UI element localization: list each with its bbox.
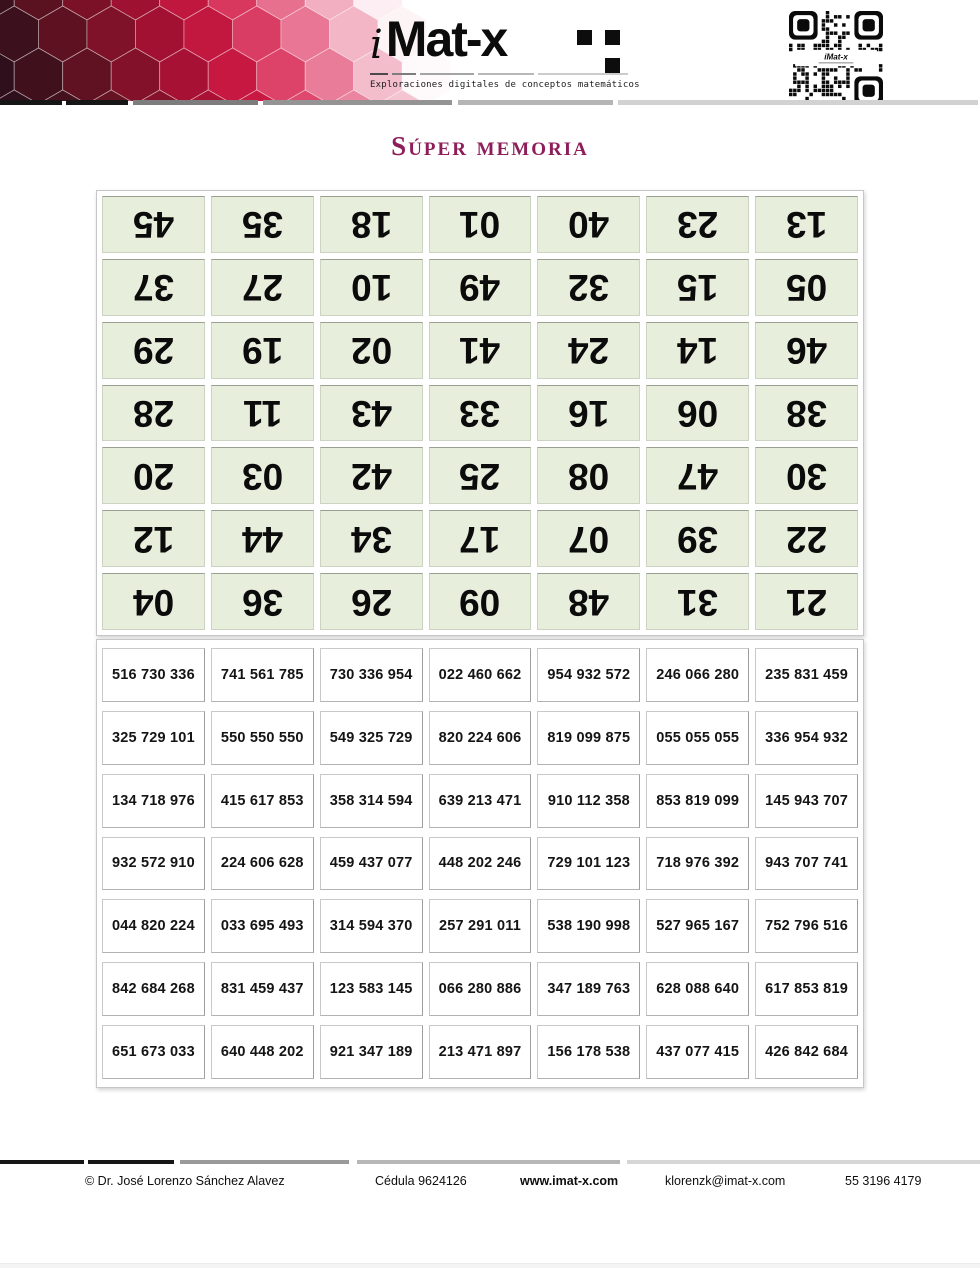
code-number-cell: 347 189 763 — [537, 962, 640, 1016]
code-number-cell: 853 819 099 — [646, 774, 749, 828]
code-number-cell: 224 606 628 — [211, 837, 314, 891]
rotated-number-cell — [211, 259, 314, 316]
code-number-cell: 718 976 392 — [646, 837, 749, 891]
code-number-cell: 921 347 189 — [320, 1025, 423, 1079]
rotated-number-cell — [211, 385, 314, 442]
logo-squares-icon — [577, 30, 621, 74]
rotated-number-cell — [646, 322, 749, 379]
code-number-cell: 325 729 101 — [102, 711, 205, 765]
code-number-cell: 257 291 011 — [429, 899, 532, 953]
page-title: Súper memoria — [391, 131, 589, 161]
rotated-number: 04 — [132, 581, 174, 623]
code-number-cell: 538 190 998 — [537, 899, 640, 953]
qr-center-label: iMat-x — [824, 52, 848, 62]
rotated-number: 44 — [241, 518, 283, 560]
code-number-cell: 213 471 897 — [429, 1025, 532, 1079]
rotated-number: 48 — [568, 581, 610, 623]
rotated-number: 01 — [459, 204, 501, 246]
rotated-number: 26 — [350, 581, 392, 623]
rotated-number-cell — [429, 322, 532, 379]
rotated-number-cell — [429, 573, 532, 630]
rotated-number: 46 — [785, 330, 828, 372]
rotated-number: 12 — [132, 518, 174, 560]
code-number-cell: 819 099 875 — [537, 711, 640, 765]
code-number-cell: 730 336 954 — [320, 648, 423, 702]
code-number-cell: 022 460 662 — [429, 648, 532, 702]
rotated-number: 23 — [677, 204, 719, 246]
rotated-number-cell — [646, 259, 749, 316]
rotated-number-cell — [211, 322, 314, 379]
rotated-number: 15 — [677, 267, 719, 309]
rotated-number: 03 — [241, 455, 283, 497]
rotated-number: 22 — [785, 518, 828, 560]
rotated-number: 41 — [459, 330, 501, 372]
rotated-number-cell — [755, 322, 858, 379]
code-number-cell: 358 314 594 — [320, 774, 423, 828]
code-numbers-grid — [96, 639, 864, 1088]
rotated-number: 43 — [350, 392, 392, 434]
rotated-number-cell — [755, 259, 858, 316]
rotated-number: 37 — [132, 267, 174, 309]
rotated-number-cell — [537, 322, 640, 379]
rotated-number-cell — [320, 447, 423, 504]
rotated-number: 38 — [785, 392, 828, 434]
rotated-number: 16 — [568, 392, 610, 434]
rotated-number-cell — [102, 385, 205, 442]
rotated-number: 20 — [132, 455, 174, 497]
code-number-cell: 639 213 471 — [429, 774, 532, 828]
footer-phone: 55 3196 4179 — [845, 1174, 922, 1188]
rotated-number: 21 — [785, 581, 828, 623]
logo-i-letter: i — [370, 22, 383, 68]
rotated-number: 33 — [459, 392, 501, 434]
rotated-number: 39 — [677, 518, 719, 560]
code-number-cell: 943 707 741 — [755, 837, 858, 891]
rotated-number-cell — [537, 510, 640, 567]
rotated-number: 07 — [568, 518, 610, 560]
rotated-number-cell — [320, 259, 423, 316]
code-number-cell: 842 684 268 — [102, 962, 205, 1016]
code-number-cell: 459 437 077 — [320, 837, 423, 891]
code-number-cell: 651 673 033 — [102, 1025, 205, 1079]
rotated-number-cell — [755, 196, 858, 253]
rotated-number-cell — [755, 385, 858, 442]
rotated-number: 08 — [568, 455, 610, 497]
rotated-number: 49 — [459, 267, 501, 309]
code-number-cell: 437 077 415 — [646, 1025, 749, 1079]
code-number-cell: 628 088 640 — [646, 962, 749, 1016]
rotated-number: 13 — [785, 204, 828, 246]
rotated-number: 30 — [785, 455, 828, 497]
rotated-number-cell — [429, 510, 532, 567]
brand-tagline: Exploraciones digitales de conceptos matemáticos — [370, 80, 640, 90]
rotated-number-cell — [537, 259, 640, 316]
rotated-number-cell — [102, 510, 205, 567]
rotated-number: 09 — [459, 581, 501, 623]
code-number-cell: 516 730 336 — [102, 648, 205, 702]
code-number-cell: 123 583 145 — [320, 962, 423, 1016]
code-number-cell: 910 112 358 — [537, 774, 640, 828]
rotated-number-cell — [102, 322, 205, 379]
code-number-cell: 617 853 819 — [755, 962, 858, 1016]
code-number-cell: 134 718 976 — [102, 774, 205, 828]
rotated-number-cell — [429, 447, 532, 504]
rotated-number: 28 — [132, 392, 174, 434]
rotated-number-cell — [537, 573, 640, 630]
rotated-number: 32 — [568, 267, 610, 309]
rotated-number-cell — [211, 573, 314, 630]
rotated-number-cell — [646, 196, 749, 253]
code-number-cell: 235 831 459 — [755, 648, 858, 702]
rotated-number-cell — [320, 196, 423, 253]
code-number-cell: 246 066 280 — [646, 648, 749, 702]
rotated-number: 29 — [132, 330, 174, 372]
code-number-cell: 549 325 729 — [320, 711, 423, 765]
rotated-number: 11 — [242, 392, 282, 434]
code-number-cell: 954 932 572 — [537, 648, 640, 702]
code-number-cell: 033 695 493 — [211, 899, 314, 953]
rotated-number-cell — [755, 573, 858, 630]
rotated-number: 24 — [568, 330, 610, 372]
rotated-number-cell — [537, 385, 640, 442]
rotated-number-cell — [211, 196, 314, 253]
code-number-cell: 729 101 123 — [537, 837, 640, 891]
code-number-cell: 550 550 550 — [211, 711, 314, 765]
rotated-number-cell — [429, 385, 532, 442]
code-number-cell: 044 820 224 — [102, 899, 205, 953]
code-number-cell: 932 572 910 — [102, 837, 205, 891]
rotated-number-cell — [429, 259, 532, 316]
footer-cedula: Cédula 9624126 — [375, 1174, 467, 1188]
code-number-cell: 831 459 437 — [211, 962, 314, 1016]
code-number-cell: 448 202 246 — [429, 837, 532, 891]
code-number-cell: 752 796 516 — [755, 899, 858, 953]
rotated-number: 17 — [459, 518, 501, 560]
footer-divider-bar — [0, 1160, 980, 1164]
rotated-number-cell — [429, 196, 532, 253]
code-number-cell: 055 055 055 — [646, 711, 749, 765]
rotated-number-cell — [102, 259, 205, 316]
rotated-numbers-grid — [96, 190, 864, 636]
header-divider-bar — [0, 100, 980, 105]
rotated-number: 10 — [350, 267, 392, 309]
rotated-number-cell — [102, 447, 205, 504]
page-bottom-edge — [0, 1263, 980, 1268]
rotated-number: 45 — [132, 204, 174, 246]
code-number-cell: 741 561 785 — [211, 648, 314, 702]
rotated-number-cell — [646, 385, 749, 442]
rotated-number: 06 — [677, 392, 719, 434]
rotated-number-cell — [537, 196, 640, 253]
rotated-number: 36 — [241, 581, 283, 623]
rotated-number-cell — [102, 196, 205, 253]
rotated-number-cell — [320, 510, 423, 567]
rotated-number-cell — [646, 510, 749, 567]
rotated-number: 05 — [785, 267, 828, 309]
footer — [0, 1174, 980, 1194]
logo-name-text: Mat-x — [385, 11, 507, 67]
rotated-number-cell — [320, 385, 423, 442]
rotated-number: 14 — [677, 330, 719, 372]
code-number-cell: 156 178 538 — [537, 1025, 640, 1079]
code-number-cell: 145 943 707 — [755, 774, 858, 828]
rotated-number-cell — [755, 447, 858, 504]
rotated-number-cell — [320, 573, 423, 630]
rotated-number: 34 — [350, 518, 392, 560]
code-number-cell: 415 617 853 — [211, 774, 314, 828]
rotated-number-cell — [102, 573, 205, 630]
qr-code — [789, 11, 883, 105]
rotated-number-cell — [755, 510, 858, 567]
rotated-number: 42 — [350, 455, 392, 497]
footer-copyright: © Dr. José Lorenzo Sánchez Alavez — [85, 1174, 285, 1188]
footer-email: klorenzk@imat-x.com — [665, 1174, 786, 1188]
code-number-cell: 066 280 886 — [429, 962, 532, 1016]
rotated-number-cell — [646, 573, 749, 630]
rotated-number: 27 — [241, 267, 283, 309]
rotated-number: 25 — [459, 455, 501, 497]
rotated-number: 19 — [241, 330, 283, 372]
rotated-number-cell — [646, 447, 749, 504]
rotated-number: 40 — [568, 204, 610, 246]
code-number-cell: 314 594 370 — [320, 899, 423, 953]
rotated-number-cell — [211, 447, 314, 504]
rotated-number: 35 — [241, 204, 283, 246]
code-number-cell: 527 965 167 — [646, 899, 749, 953]
rotated-number: 47 — [677, 455, 719, 497]
rotated-number-cell — [537, 447, 640, 504]
rotated-number-cell — [320, 322, 423, 379]
footer-website: www.imat-x.com — [520, 1174, 619, 1188]
rotated-number: 31 — [677, 581, 719, 623]
rotated-number-cell — [211, 510, 314, 567]
code-number-cell: 820 224 606 — [429, 711, 532, 765]
code-number-cell: 336 954 932 — [755, 711, 858, 765]
code-number-cell: 640 448 202 — [211, 1025, 314, 1079]
rotated-number: 18 — [350, 204, 392, 246]
code-number-cell: 426 842 684 — [755, 1025, 858, 1079]
rotated-number: 02 — [350, 330, 392, 372]
